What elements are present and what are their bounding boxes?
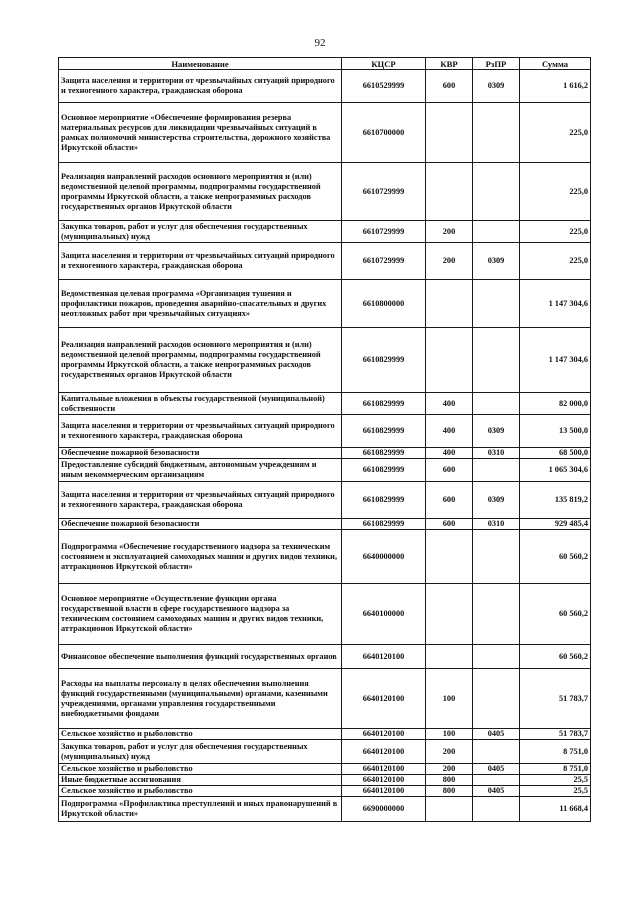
row-sum: 1 147 304,6 — [520, 280, 591, 328]
row-kvr: 600 — [426, 459, 473, 482]
row-sum: 225,0 — [520, 103, 591, 163]
row-name: Защита населения и территории от чрезвычайных ситуаций природного и техногенного характера, гражданская оборона — [59, 70, 342, 103]
row-kvr: 600 — [426, 70, 473, 103]
table-row — [59, 482, 591, 519]
row-sum: 1 065 304,6 — [520, 459, 591, 482]
row-kvr — [426, 530, 473, 584]
page-number: 92 — [314, 37, 326, 49]
row-kcsr: 6640120100 — [342, 764, 426, 775]
row-name: Реализация направлений расходов основного мероприятия и (или) ведомственной целевой программы, подпрограммы государственной программы Иркутской области, а также непрограммных расходов государственных органов Иркутской области — [59, 163, 342, 221]
table-row — [59, 163, 591, 221]
row-kvr — [426, 645, 473, 669]
row-rzpr: 0405 — [473, 786, 520, 797]
row-rzpr — [473, 530, 520, 584]
row-sum: 13 500,0 — [520, 415, 591, 448]
row-kcsr: 6640120100 — [342, 645, 426, 669]
table-row — [59, 530, 591, 584]
column-header-name: Наименование — [59, 58, 342, 70]
table-row — [59, 243, 591, 280]
row-rzpr — [473, 103, 520, 163]
row-kcsr: 6610729999 — [342, 163, 426, 221]
row-name: Расходы на выплаты персоналу в целях обеспечения выполнения функций государственными (муниципальными) органами, казенными учреждениями, органами управления государственными внебюджетными фондами — [59, 669, 342, 729]
row-kvr: 200 — [426, 740, 473, 764]
row-rzpr: 0405 — [473, 729, 520, 740]
row-kcsr: 6640120100 — [342, 786, 426, 797]
row-kcsr: 6610700000 — [342, 103, 426, 163]
table-row — [59, 415, 591, 448]
row-kcsr: 6690000000 — [342, 797, 426, 822]
row-sum: 51 783,7 — [520, 669, 591, 729]
row-kvr: 800 — [426, 775, 473, 786]
row-rzpr — [473, 163, 520, 221]
row-name: Сельское хозяйство и рыболовство — [59, 786, 342, 797]
row-kvr: 600 — [426, 482, 473, 519]
row-kvr: 800 — [426, 786, 473, 797]
row-rzpr — [473, 280, 520, 328]
row-rzpr — [473, 669, 520, 729]
table-row — [59, 775, 591, 786]
row-kvr: 200 — [426, 243, 473, 280]
table-row — [59, 764, 591, 775]
row-sum: 1 147 304,6 — [520, 328, 591, 393]
row-name: Капитальные вложения в объекты государственной (муниципальной) собственности — [59, 393, 342, 415]
row-kvr: 400 — [426, 448, 473, 459]
column-header-rzpr: РзПР — [473, 58, 520, 70]
row-kcsr: 6640100000 — [342, 584, 426, 645]
row-kcsr: 6610829999 — [342, 448, 426, 459]
table-row — [59, 645, 591, 669]
budget-table — [58, 57, 591, 822]
row-rzpr: 0405 — [473, 764, 520, 775]
row-name: Реализация направлений расходов основного мероприятия и (или) ведомственной целевой программы, подпрограммы государственной программы Иркутской области, а также непрограммных расходов государственных органов Иркутской области — [59, 328, 342, 393]
row-rzpr — [473, 393, 520, 415]
row-name: Сельское хозяйство и рыболовство — [59, 729, 342, 740]
row-rzpr — [473, 740, 520, 764]
row-name: Защита населения и территории от чрезвычайных ситуаций природного и техногенного характера, гражданская оборона — [59, 482, 342, 519]
row-kvr: 100 — [426, 729, 473, 740]
table-row — [59, 70, 591, 103]
row-kcsr: 6610829999 — [342, 482, 426, 519]
table-row — [59, 786, 591, 797]
table-row — [59, 328, 591, 393]
row-rzpr: 0309 — [473, 415, 520, 448]
row-rzpr: 0310 — [473, 519, 520, 530]
row-name: Закупка товаров, работ и услуг для обеспечения государственных (муниципальных) нужд — [59, 221, 342, 243]
row-rzpr — [473, 775, 520, 786]
row-kvr: 100 — [426, 669, 473, 729]
row-kcsr: 6610829999 — [342, 328, 426, 393]
row-sum: 8 751,0 — [520, 764, 591, 775]
column-header-kcsr: КЦСР — [342, 58, 426, 70]
row-kcsr: 6610829999 — [342, 459, 426, 482]
row-name: Закупка товаров, работ и услуг для обеспечения государственных (муниципальных) нужд — [59, 740, 342, 764]
row-kvr: 200 — [426, 221, 473, 243]
row-kvr — [426, 797, 473, 822]
table-row — [59, 584, 591, 645]
table-row — [59, 459, 591, 482]
row-kcsr: 6640120100 — [342, 740, 426, 764]
row-rzpr: 0309 — [473, 243, 520, 280]
row-sum: 8 751,0 — [520, 740, 591, 764]
table-row — [59, 448, 591, 459]
row-kcsr: 6640000000 — [342, 530, 426, 584]
table-row — [59, 797, 591, 822]
row-kcsr: 6640120100 — [342, 669, 426, 729]
row-sum: 225,0 — [520, 163, 591, 221]
row-name: Иные бюджетные ассигнования — [59, 775, 342, 786]
row-kcsr: 6610529999 — [342, 70, 426, 103]
row-kvr — [426, 584, 473, 645]
table-row — [59, 519, 591, 530]
row-name: Подпрограмма «Обеспечение государственного надзора за техническим состоянием и эксплуатацией самоходных машин и других видов техники, аттракционов Иркутской области» — [59, 530, 342, 584]
row-kcsr: 6640120100 — [342, 775, 426, 786]
row-rzpr — [473, 221, 520, 243]
table-row — [59, 280, 591, 328]
row-sum: 68 500,0 — [520, 448, 591, 459]
table-row — [59, 393, 591, 415]
row-kvr: 600 — [426, 519, 473, 530]
row-name: Обеспечение пожарной безопасности — [59, 448, 342, 459]
row-sum: 1 616,2 — [520, 70, 591, 103]
row-name: Ведомственная целевая программа «Организация тушения и профилактики пожаров, проведения аварийно-спасательных и других неотложных работ при чрезвычайных ситуациях» — [59, 280, 342, 328]
table-header-row — [59, 58, 591, 70]
column-header-sum: Сумма — [520, 58, 591, 70]
row-sum: 51 783,7 — [520, 729, 591, 740]
row-rzpr — [473, 645, 520, 669]
row-sum: 82 000,0 — [520, 393, 591, 415]
row-sum: 225,0 — [520, 243, 591, 280]
row-kvr — [426, 163, 473, 221]
row-sum: 11 668,4 — [520, 797, 591, 822]
row-kcsr: 6640120100 — [342, 729, 426, 740]
row-name: Сельское хозяйство и рыболовство — [59, 764, 342, 775]
row-sum: 25,5 — [520, 775, 591, 786]
table-row — [59, 221, 591, 243]
row-kcsr: 6610829999 — [342, 415, 426, 448]
row-kvr: 200 — [426, 764, 473, 775]
row-rzpr — [473, 797, 520, 822]
row-rzpr: 0309 — [473, 70, 520, 103]
table-row — [59, 729, 591, 740]
row-sum: 60 560,2 — [520, 645, 591, 669]
row-rzpr — [473, 584, 520, 645]
row-name: Основное мероприятие «Осуществление функции органа государственной власти в сфере государственного надзора за техническим состоянием самоходных машин и других видов техники, аттракционов Иркутской области» — [59, 584, 342, 645]
row-kvr: 400 — [426, 415, 473, 448]
row-kvr — [426, 103, 473, 163]
row-rzpr: 0309 — [473, 482, 520, 519]
table-row — [59, 740, 591, 764]
table-row — [59, 669, 591, 729]
row-sum: 135 819,2 — [520, 482, 591, 519]
row-kvr: 400 — [426, 393, 473, 415]
row-sum: 225,0 — [520, 221, 591, 243]
row-kcsr: 6610829999 — [342, 393, 426, 415]
row-kcsr: 6610800000 — [342, 280, 426, 328]
row-sum: 25,5 — [520, 786, 591, 797]
row-rzpr — [473, 459, 520, 482]
row-kvr — [426, 328, 473, 393]
row-name: Обеспечение пожарной безопасности — [59, 519, 342, 530]
row-name: Защита населения и территории от чрезвычайных ситуаций природного и техногенного характера, гражданская оборона — [59, 415, 342, 448]
row-sum: 60 560,2 — [520, 530, 591, 584]
row-sum: 60 560,2 — [520, 584, 591, 645]
row-kcsr: 6610729999 — [342, 221, 426, 243]
row-rzpr: 0310 — [473, 448, 520, 459]
row-kvr — [426, 280, 473, 328]
row-name: Основное мероприятие «Обеспечение формирования резерва материальных ресурсов для ликвидации чрезвычайных ситуаций в рамках полномочий министерства строительства, дорожного хозяйства Иркутской области» — [59, 103, 342, 163]
row-name: Защита населения и территории от чрезвычайных ситуаций природного и техногенного характера, гражданская оборона — [59, 243, 342, 280]
column-header-kvr: КВР — [426, 58, 473, 70]
table-body — [59, 70, 591, 822]
row-name: Подпрограмма «Профилактика преступлений и иных правонарушений в Иркутской области» — [59, 797, 342, 822]
row-kcsr: 6610829999 — [342, 519, 426, 530]
row-sum: 929 485,4 — [520, 519, 591, 530]
row-name: Предоставление субсидий бюджетным, автономным учреждениям и иным некоммерческим организациям — [59, 459, 342, 482]
row-name: Финансовое обеспечение выполнения функций государственных органов — [59, 645, 342, 669]
row-kcsr: 6610729999 — [342, 243, 426, 280]
row-rzpr — [473, 328, 520, 393]
table-row — [59, 103, 591, 163]
